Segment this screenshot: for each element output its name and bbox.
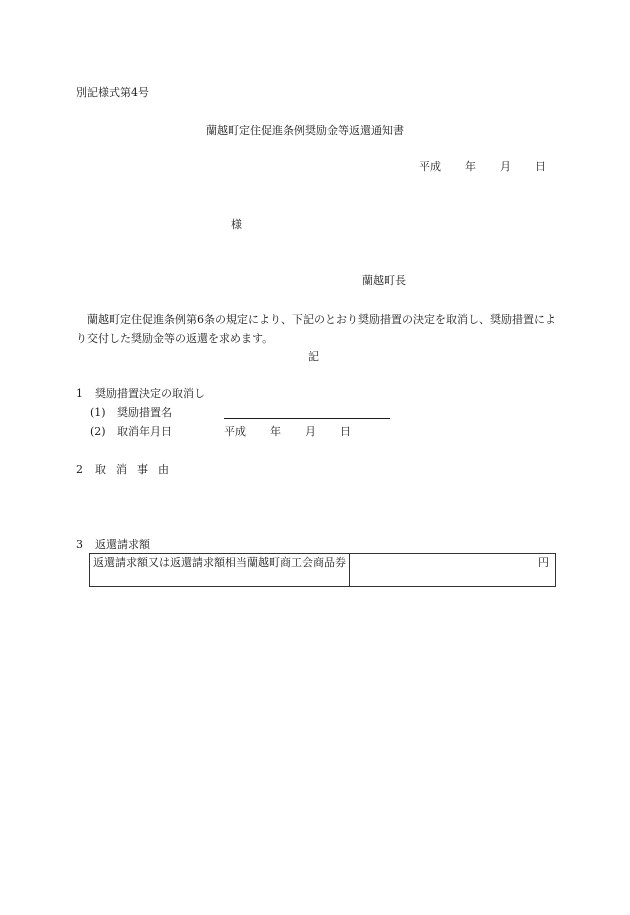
document-title: 蘭越町定住促進条例奨励金等返還通知書 (206, 124, 404, 137)
table-row (90, 554, 556, 587)
section1-item1-label: 奨励措置名 (117, 406, 172, 419)
section1-number: 1 (76, 387, 83, 400)
section1-item2-number: (2) (90, 425, 106, 438)
refund-amount-unit: 円 (350, 554, 556, 587)
refund-amount-label: 返還請求額又は返還請求額相当蘭越町商工会商品券 (90, 554, 350, 587)
section1-title: 奨励措置決定の取消し (95, 387, 205, 400)
cancel-date-year-unit: 年 (270, 425, 281, 438)
body-text: 蘭越町定住促進条例第6条の規定により、下記のとおり奨励措置の決定を取消し、奨励措置により交付した奨励金等の返還を求めます。 (76, 313, 556, 345)
cancel-date-month-unit: 月 (305, 425, 316, 438)
section1-item1-number: (1) (90, 406, 106, 419)
form-number: 別記様式第4号 (76, 86, 149, 99)
date-era: 平成 (419, 160, 441, 173)
addressee-suffix: 様 (231, 218, 242, 231)
section2-number: 2 (76, 463, 83, 476)
cancel-date-day-unit: 日 (340, 425, 351, 438)
section1-item2-label: 取消年月日 (117, 425, 172, 438)
date-day-unit: 日 (535, 160, 546, 173)
cancel-date-era: 平成 (224, 425, 246, 438)
cancellation-date (224, 425, 351, 438)
refund-amount-table (89, 553, 556, 587)
section3-number: 3 (76, 538, 83, 551)
date-year-unit: 年 (465, 160, 476, 173)
section3-heading (76, 538, 150, 551)
date-month-unit: 月 (500, 160, 511, 173)
measure-name-blank-line (224, 418, 390, 419)
issuer: 蘭越町長 (362, 274, 406, 287)
section2-title: 取消事由 (95, 463, 179, 476)
section3-title: 返還請求額 (95, 538, 150, 551)
section1-heading (76, 387, 205, 400)
section2-heading (76, 463, 179, 476)
ki-marker: 記 (308, 350, 319, 363)
issue-date (419, 160, 546, 173)
